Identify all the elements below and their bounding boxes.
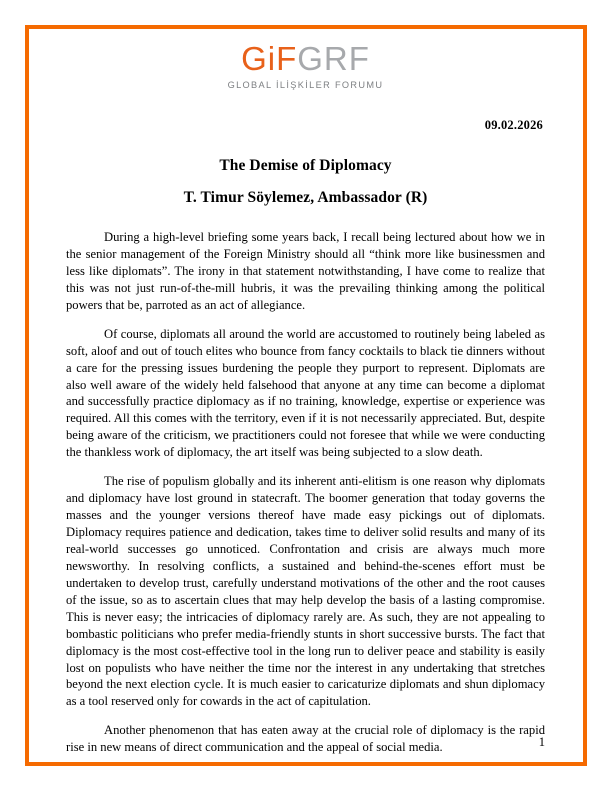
body-paragraph: Another phenomenon that has eaten away at the crucial role of diplomacy is the rapid rise in new means of direct communication and the appeal of social media. [66, 723, 545, 755]
logo-text-orange: GiF [241, 40, 298, 77]
logo-wordmark [66, 42, 545, 75]
document-author: T. Timur Söylemez, Ambassador (R) [183, 189, 428, 206]
page-number: 1 [538, 735, 545, 749]
document-body [66, 229, 545, 756]
page-title: The Demise of Diplomacy [219, 157, 392, 174]
logo-text-gray: GRF [297, 40, 370, 77]
document-date: 09.02.2026 [484, 118, 543, 132]
logo-subtitle: GLOBAL İLİŞKİLER FORUMU [227, 80, 384, 90]
body-paragraph: The rise of populism globally and its inherent anti-elitism is one reason why diplomats and diplomacy have lost ground in statecraft. The boomer generation that today governs the masses and the younger versions thereof have made easy pickings out of diplomats. Diplomacy requires patience and dedication, takes time to deliver solid results and many of its real-world successes go unnoticed. Confrontation and crisis are always much more newsworthy. In resolving conflicts, a sustained and behind-the-scenes effort must be undertaken to develop trust, carefully understand motivations of the other and the root causes of the issue, so as to ascertain clues that may help develop the basis of a lasting compromise. This is never easy; the intricacies of diplomacy rarely are. As such, they are not appealing to bombastic politicians who prefer media-friendly stunts in short successive bursts. The fact that diplomacy is the most cost-effective tool in the long run to deliver peace and stability is easily lost on populists who have neither the time nor the interest in any undertaking that stretches beyond the next election cycle. It is much easier to caricaturize diplomats and shun diplomacy as a tool reserved only for cowards in the act of capitulation. [66, 474, 545, 709]
body-paragraph: During a high-level briefing some years back, I recall being lectured about how we in the senior management of the Foreign Ministry should all “think more like businessmen and less like diplomats”. The irony in that statement notwithstanding, I have come to realize that this was not just run-of-the-mill hubris, it was the prevailing thinking among the political powers that be, parroted as an act of allegiance. [66, 230, 545, 312]
body-paragraph: Of course, diplomats all around the world are accustomed to routinely being labeled as soft, aloof and out of touch elites who bounce from fancy cocktails to black tie dinners without a care for the pressing issues burdening the people they purport to represent. Diplomats are also well aware of the widely held falsehood that anyone at any time can become a diplomat and successfully practice diplomacy as if no training, knowledge, expertise or experience was required. All this comes with the territory, even if it is not necessarily appreciated. But, despite being aware of the criticism, we practitioners could not foresee that while we were conducting the thankless work of diplomacy, the art itself was being subjected to a slow death. [66, 326, 545, 460]
organization-logo [66, 42, 545, 90]
